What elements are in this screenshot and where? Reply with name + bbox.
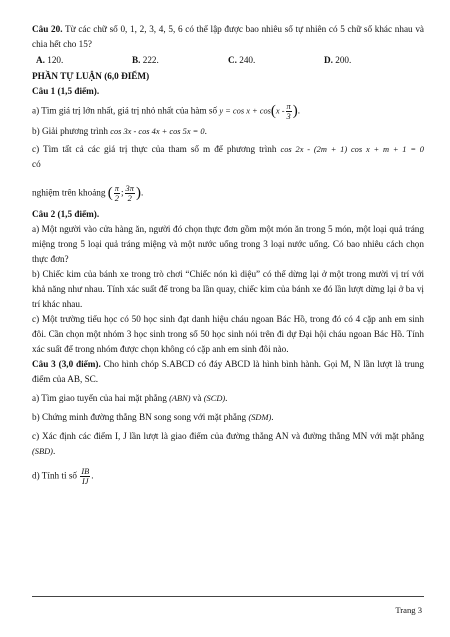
question-20-label: Câu 20.: [32, 24, 63, 34]
question-20: [32, 22, 424, 52]
cau-1-label: Câu 1 (1,5 điểm).: [32, 86, 100, 96]
footer-divider: [32, 596, 424, 597]
choice-b: B. 222.: [132, 55, 159, 65]
cau-2-label: Câu 2 (1,5 điểm).: [32, 209, 100, 219]
page-number: Trang 3: [395, 605, 422, 615]
choice-d: D. 200.: [324, 55, 352, 65]
cau-1-c-cont: nghiệm trên khoảng ( $\frac{\pi}{2}$ ; $\frac{3\pi}{2}$ ).: [32, 184, 144, 203]
cau-2-a: a) Một người vào cửa hàng ăn, người đó chọn thực đơn gồm một món ăn trong 5 món, một loại quả tráng miệng trong 5 loại quả tráng miệng và một nước uống trong 3 loại nước uống. Có bao nhiêu cách chọn thực đơn?: [32, 224, 424, 264]
question-20-choices: [32, 53, 424, 68]
cau-3-b: b) Chứng minh đường thẳng BN song song với mặt phẳng (SDM).: [32, 412, 274, 422]
cau-3-d: d) Tính tỉ số $\frac{IB}{IJ}$ .: [32, 467, 94, 486]
cau-2-b: b) Chiếc kim của bánh xe trong trò chơi “Chiếc nón kì diệu” có thể dừng lại ở một trong mười vị trí với khả năng như nhau. Tính xác suất để trong ba lần quay, chiếc kim của bánh xe đó lần lượt dừng lại ở ba vị trí khác nhau.: [32, 269, 424, 309]
choice-a: A. 120.: [36, 55, 64, 65]
question-20-text: Từ các chữ số 0, 1, 2, 3, 4, 5, 6 có thể lập được bao nhiêu số tự nhiên có 5 chữ số khác nhau và chia hết cho 15?: [32, 24, 424, 49]
cau-1-c: c) Tìm tất cả các giá trị thực của tham số m để phương trình cos 2x - (2m + 1) cos x + m + 1 = 0 có: [32, 144, 424, 169]
cau-1-b: b) Giải phương trình cos 3x - cos 4x + cos 5x = 0.: [32, 126, 207, 136]
document-page: [32, 22, 424, 486]
cau-3: Câu 3 (3,0 điểm). Cho hình chóp S.ABCD có đáy ABCD là hình bình hành. Gọi M, N lần lượt là trung điểm của AB, SC.: [32, 359, 424, 384]
cau-1-a: a) Tìm giá trị lớn nhất, giá trị nhỏ nhất của hàm số y = cos x + cos(x - $\frac{\pi}{3}$ ).: [32, 102, 301, 121]
cau-3-a: a) Tìm giao tuyến của hai mặt phẳng (ABN) và (SCD).: [32, 393, 228, 403]
cau-2-c: c) Một trường tiểu học có 50 học sinh đạt danh hiệu cháu ngoan Bác Hồ, trong đó có 4 cặp anh em sinh đôi. Cần chọn một nhóm 3 học sinh trong số 50 học sinh nói trên đi dự Đại hội cháu ngoan Bác Hồ. Tính xác suất để trong nhóm được chọn không có cặp anh em sinh đôi nào.: [32, 314, 424, 354]
choice-c: C. 240.: [228, 55, 256, 65]
section-heading: PHẦN TỰ LUẬN (6,0 ĐIỂM): [32, 71, 150, 81]
cau-3-c: c) Xác định các điểm I, J lần lượt là giao điểm của đường thẳng AN và đường thẳng MN với mặt phẳng (SBD).: [32, 431, 424, 456]
